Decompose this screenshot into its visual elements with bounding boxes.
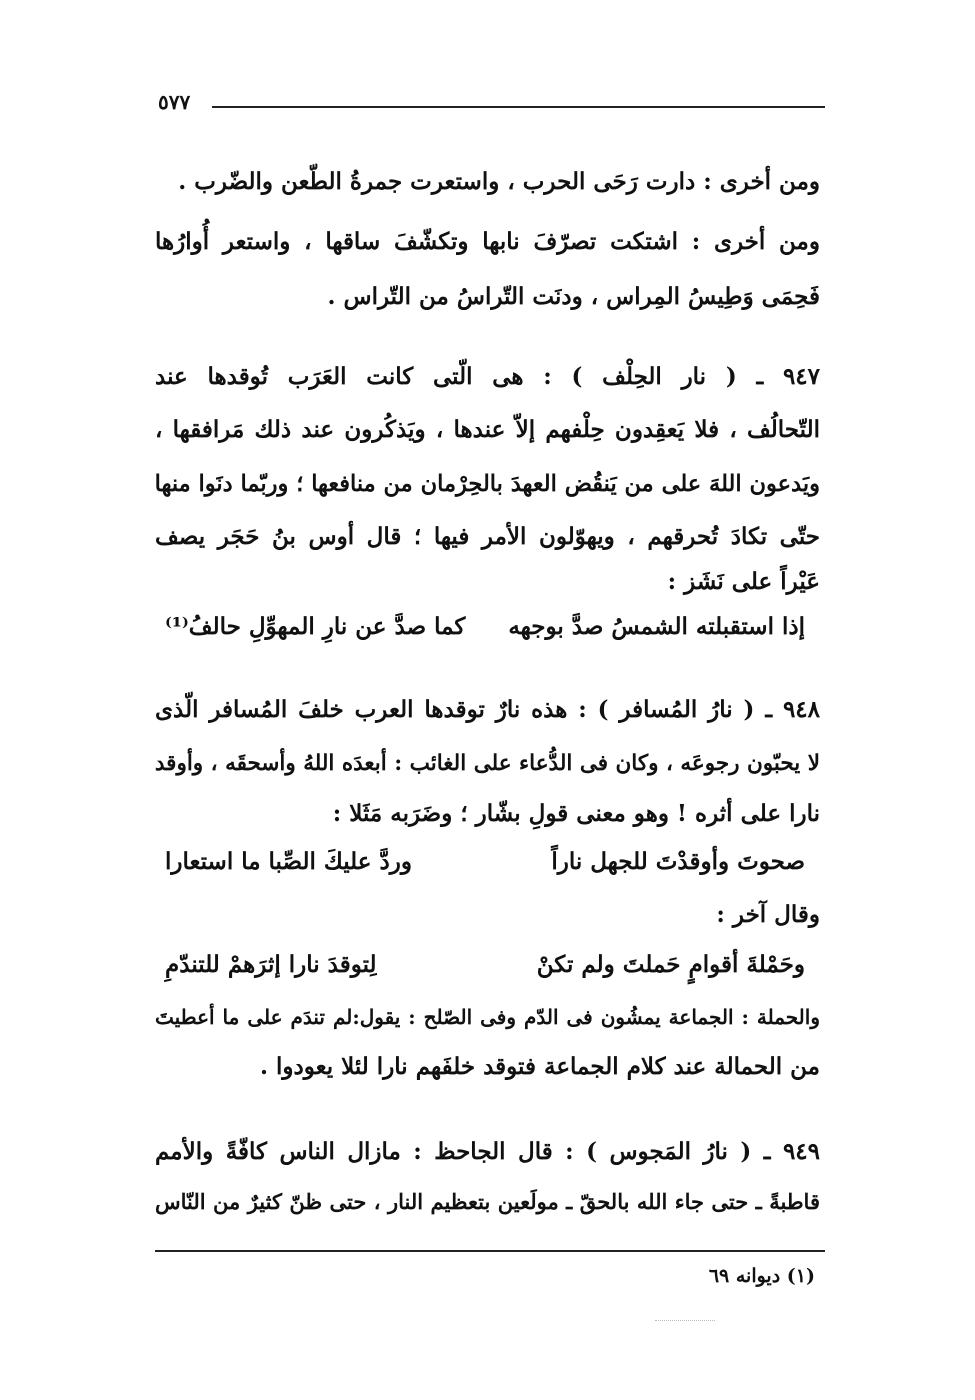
entry-949-heading: ٩٤٩ ـ ( نارُ المَجوس ) : قال الجاحظ : مازال الناس كافّةً والأمم xyxy=(155,1138,820,1165)
verse-first-hemistich: إذا استقبلته الشمسُ صدَّ بوجهه xyxy=(508,613,805,640)
text-line: وقال آخر : xyxy=(716,901,820,928)
verse-second-hemistich: لِتوقدَ نارا إثرَهمْ للتندّمِ xyxy=(165,951,377,978)
text-line: ويَدعون اللهَ على من يَنقُض العهدَ بالحِرْمان من منافعها ؛ وربّما دنَوا منها xyxy=(154,471,820,497)
footnote: (١) ديوانه ٦٩ xyxy=(708,1265,815,1287)
verse-first-hemistich: صحوتَ وأوقدْتَ للجهل ناراً xyxy=(551,848,805,875)
text-line: لا يحبّون رجوعَه ، وكان فى الدُّعاء على الغائب : أبعدَه اللهُ وأسحقَه ، وأوقد xyxy=(154,751,820,776)
scan-speck xyxy=(655,1320,715,1327)
text-line: نارا على أثره ! وهو معنى قولِ بشّار ؛ وضَرَبه مَثَلا : xyxy=(332,800,820,827)
entry-948-heading: ٩٤٨ ـ ( نارُ المُسافر ) : هذه نارٌ توقدها العرب خلفَ المُسافر الّذى xyxy=(155,696,820,723)
text-line: عَيْراً على نَشَز : xyxy=(667,568,820,595)
text-line: التّحالُف ، فلا يَعقِدون حِلْفهم إلاّ عندها ، ويَذكُرون عند ذلك مَرافقها ، xyxy=(155,416,820,443)
verse-first-hemistich: وحَمْلةَ أقوامٍ حَملتَ ولم تكنْ xyxy=(536,951,805,978)
entry-947-heading: ٩٤٧ ـ ( نار الحِلْف ) : هى الّتى كانت العَرَب تُوقدها عند xyxy=(155,363,820,390)
verse-line xyxy=(165,610,805,650)
verse-second-hemistich: وردَّ عليكَ الصِّبا ما استعارا xyxy=(165,848,412,875)
verse-second-hemistich: كما صدَّ عن نارِ المهوِّلِ حالفُ⁽¹⁾ xyxy=(165,613,466,640)
page-number: ٥٧٧ xyxy=(158,90,191,114)
verse-line xyxy=(165,948,805,988)
text-line: قاطبةً ـ حتى جاء الله بالحقّ ـ مولَعين بتعظيم النار ، حتى ظنّ كثيرٌ من النّاس xyxy=(155,1189,820,1214)
text-line: حتّى تكادَ تُحرقهم ، ويهوّلون الأمر فيها ؛ قال أوس بنُ حَجَر يصف xyxy=(155,523,820,550)
page-header xyxy=(150,90,825,120)
text-line: من الحمالة عند كلام الجماعة فتوقد خلفَهم نارا لئلا يعودوا . xyxy=(259,1053,820,1080)
text-line: ومن أخرى : اشتكت تصرّفَ نابها وتكشّفَ ساقها ، واستعر أُوارُها xyxy=(155,228,820,255)
text-line: فَحِمَى وَطِيسُ المِراس ، ودنَت التّراسُ من التّراس . xyxy=(327,283,820,310)
text-line: ومن أخرى : دارت رَحَى الحرب ، واستعرت جمرةُ الطّعن والضّرب . xyxy=(178,168,820,195)
text-line: والحملة : الجماعة يمشُون فى الدّم وفى الصّلح : يقول:لم تندَم على ما أعطيتَ xyxy=(155,1005,820,1029)
header-rule xyxy=(212,106,825,108)
verse-line xyxy=(165,845,805,885)
footnote-rule xyxy=(155,1250,825,1252)
